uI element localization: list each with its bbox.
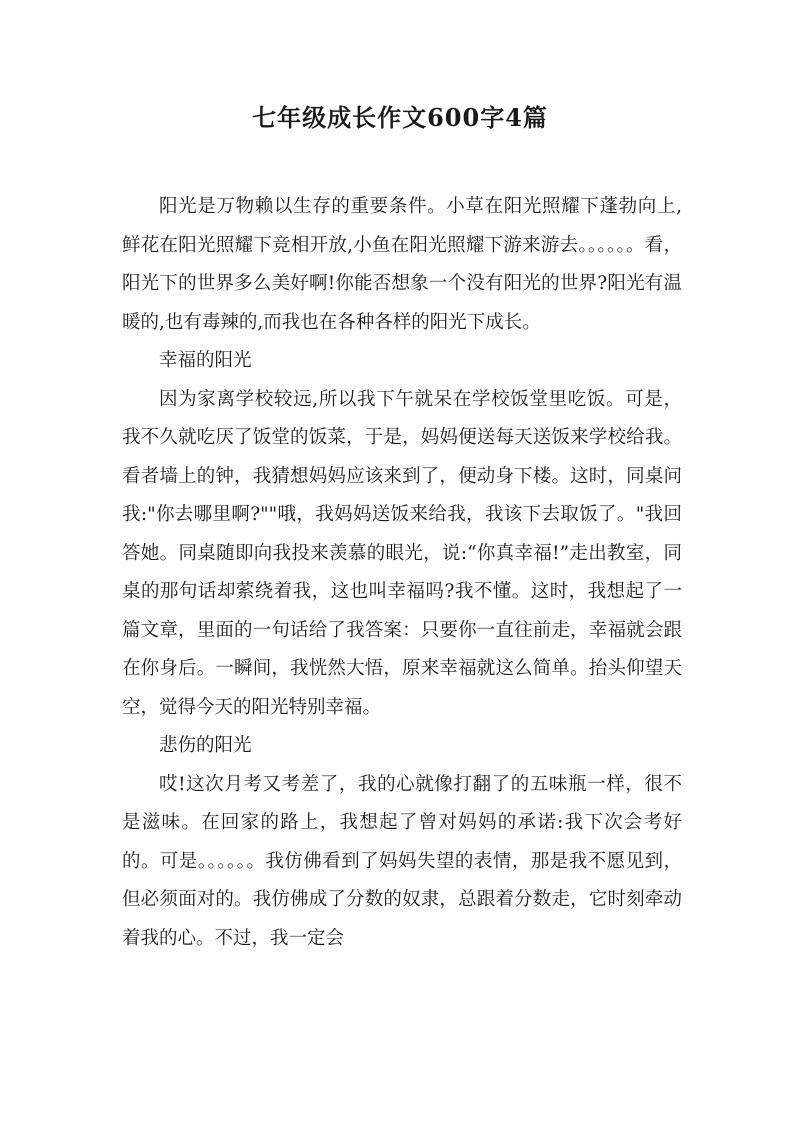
paragraph-happy-sunshine: 因为家离学校较远,所以我下午就呆在学校饭堂里吃饭。可是，我不久就吃厌了饭堂的饭菜，于是，妈妈便送每天送饭来学校给我。看者墙上的钟，我猜想妈妈应该来到了，便动身下楼。这时，同桌问我:"你去哪里啊?""哦，我妈妈送饭来给我，我该下去取饭了。"我回答她。同桌随即向我投来羡慕的眼光，说:“你真幸福!”走出教室，同桌的那句话却萦绕着我，这也叫幸福吗?我不懂。这时，我想起了一篇文章，里面的一句话给了我答案：只要你一直往前走，幸福就会跟在你身后。一瞬间，我恍然大悟，原来幸福就这么简单。抬头仰望天空，觉得今天的阳光特别幸福。 (122, 388, 682, 718)
section-heading-sad-sunshine: 悲伤的阳光 (159, 735, 252, 756)
essay-body (122, 188, 682, 958)
paragraph-sad-sunshine: 哎!这次月考又考差了，我的心就像打翻了的五味瓶一样，很不是滋味。在回家的路上，我想起了曾对妈妈的承诺:我下次会考好的。可是。。。。。。我仿佛看到了妈妈失望的表情，那是我不愿见到，但必须面对的。我仿佛成了分数的奴隶，总跟着分数走，它时刻牵动着我的心。不过，我一定会 (122, 773, 682, 949)
section-heading-happy-sunshine: 幸福的阳光 (159, 350, 252, 371)
paragraph-intro: 阳光是万物赖以生存的重要条件。小草在阳光照耀下蓬勃向上,鲜花在阳光照耀下竞相开放,小鱼在阳光照耀下游来游去。。。。。。看，阳光下的世界多么美好啊!你能否想象一个没有阳光的世界?阳光有温暖的,也有毒辣的,而我也在各种各样的阳光下成长。 (122, 196, 682, 333)
page-title: 七年级成长作文600字4篇 (252, 103, 548, 132)
